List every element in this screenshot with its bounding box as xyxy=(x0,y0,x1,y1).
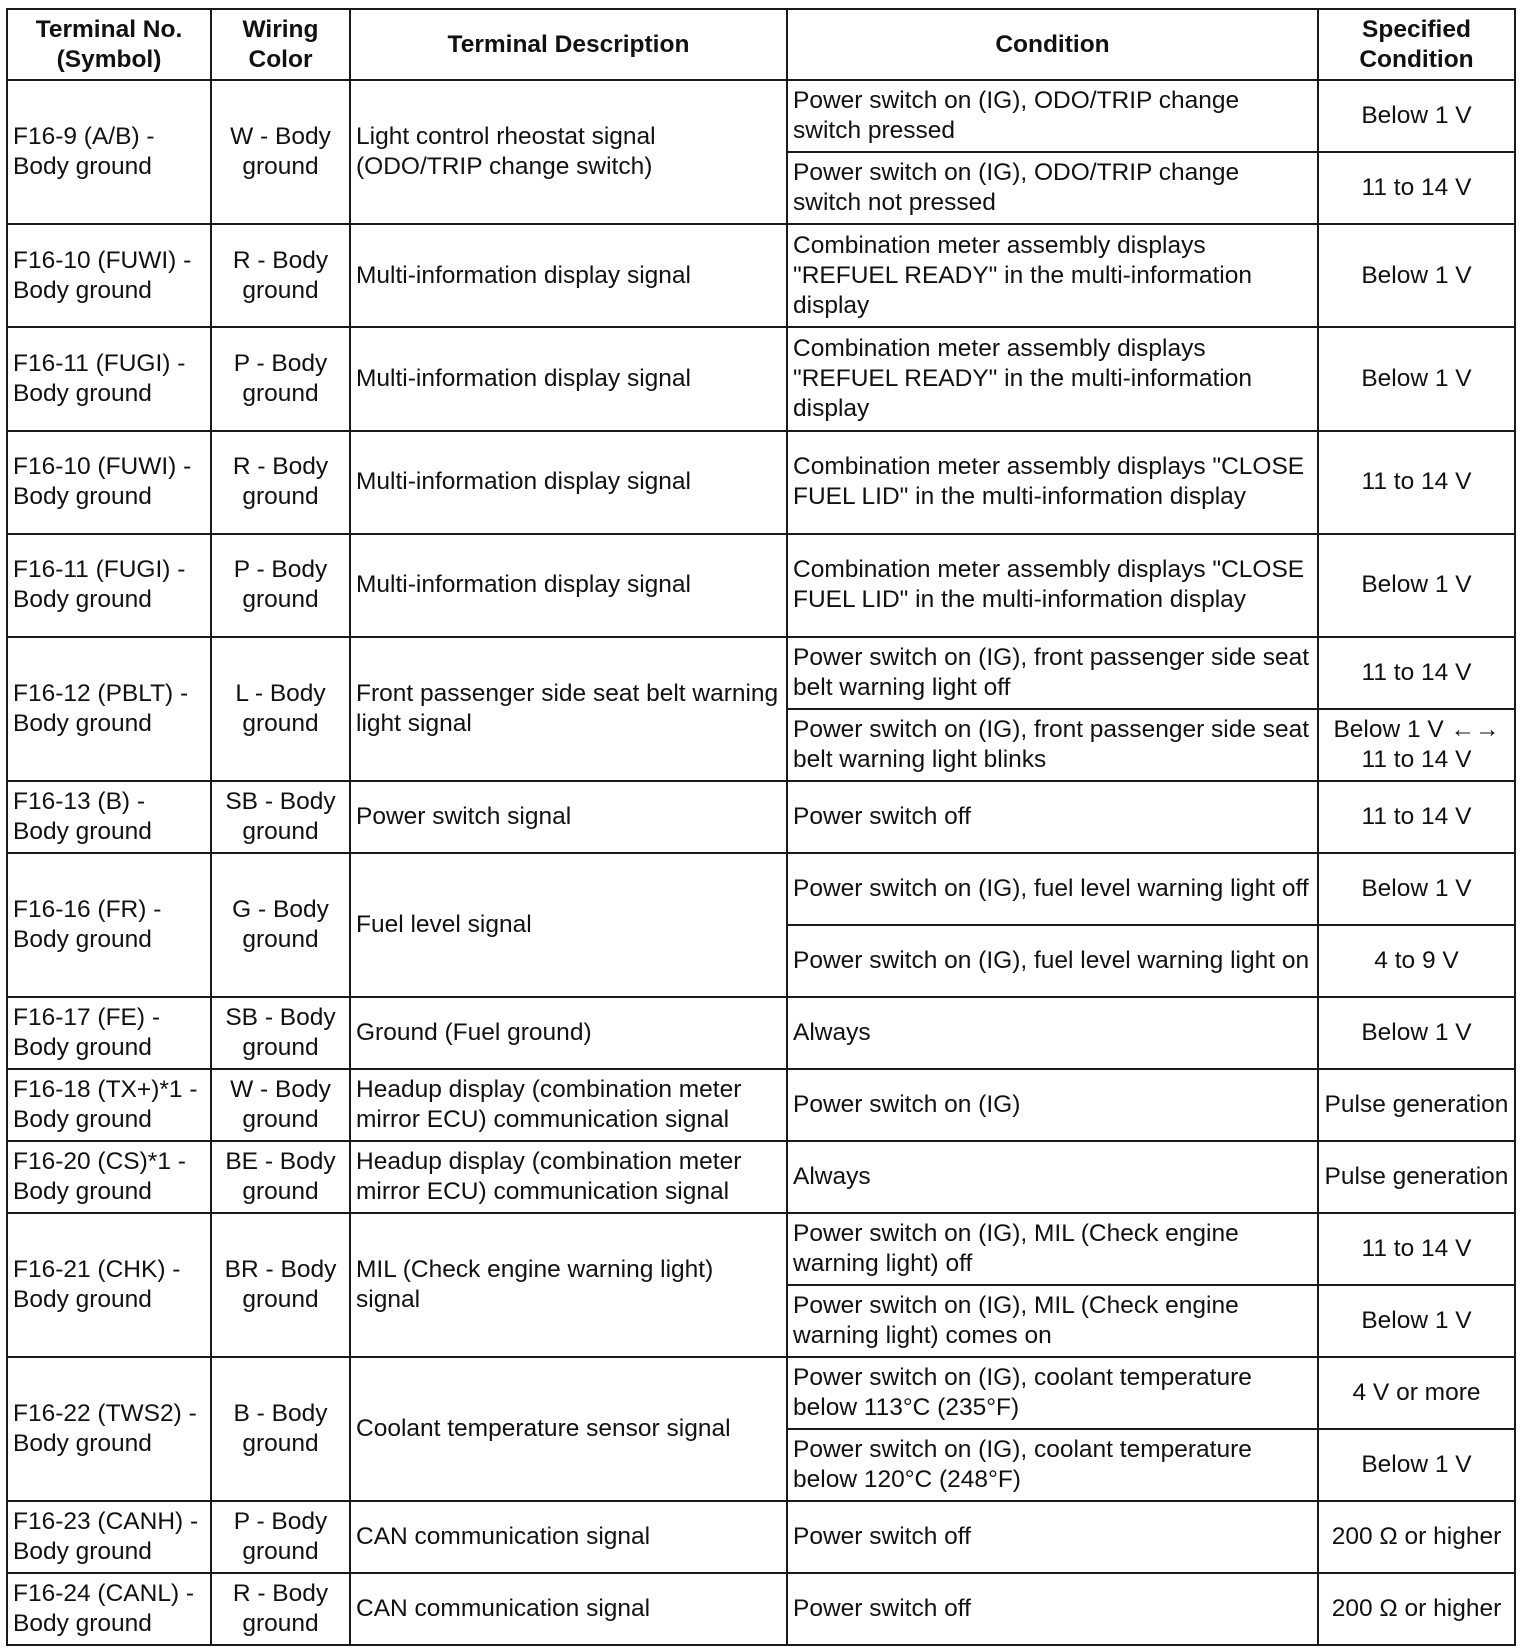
description-cell: Multi-information display signal xyxy=(350,534,787,637)
wiring-color-cell: BR - Body ground xyxy=(211,1213,350,1357)
specified-condition-cell: Pulse generation xyxy=(1318,1069,1515,1141)
condition-cell: Combination meter assembly displays "REFUEL READY" in the multi-information display xyxy=(787,224,1318,327)
specified-condition-cell: Below 1 V ←→ 11 to 14 V xyxy=(1318,709,1515,781)
table-row xyxy=(7,997,1515,1069)
specified-condition-cell: Below 1 V xyxy=(1318,224,1515,327)
description-header: Terminal Description xyxy=(350,9,787,80)
terminal-cell: F16-21 (CHK) - Body ground xyxy=(7,1213,211,1357)
table-row xyxy=(7,534,1515,637)
wiring-color-cell: L - Body ground xyxy=(211,637,350,781)
description-cell: CAN communication signal xyxy=(350,1501,787,1573)
condition-cell: Always xyxy=(787,1141,1318,1213)
condition-cell: Power switch on (IG), ODO/TRIP change switch pressed xyxy=(787,80,1318,152)
description-cell: Multi-information display signal xyxy=(350,327,787,430)
description-cell: MIL (Check engine warning light) signal xyxy=(350,1213,787,1357)
wiring-color-cell: SB - Body ground xyxy=(211,997,350,1069)
specified-condition-cell: 200 Ω or higher xyxy=(1318,1501,1515,1573)
description-cell: CAN communication signal xyxy=(350,1573,787,1645)
description-cell: Power switch signal xyxy=(350,781,787,853)
specified-condition-cell: Below 1 V xyxy=(1318,327,1515,430)
specified-condition-cell: Below 1 V xyxy=(1318,1285,1515,1357)
terminal-spec-table xyxy=(6,8,1516,1646)
condition-cell: Power switch on (IG), MIL (Check engine warning light) off xyxy=(787,1213,1318,1285)
terminal-cell: F16-23 (CANH) - Body ground xyxy=(7,1501,211,1573)
description-cell: Coolant temperature sensor signal xyxy=(350,1357,787,1501)
wiring-color-cell: P - Body ground xyxy=(211,327,350,430)
table-row xyxy=(7,431,1515,534)
wiring-color-cell: R - Body ground xyxy=(211,431,350,534)
condition-cell: Power switch on (IG), front passenger side seat belt warning light off xyxy=(787,637,1318,709)
description-cell: Headup display (combination meter mirror ECU) communication signal xyxy=(350,1141,787,1213)
description-cell: Fuel level signal xyxy=(350,853,787,997)
table-row xyxy=(7,1357,1515,1429)
condition-cell: Power switch off xyxy=(787,1501,1318,1573)
wiring-color-header: Wiring Color xyxy=(211,9,350,80)
condition-cell: Power switch off xyxy=(787,1573,1318,1645)
wiring-color-cell: R - Body ground xyxy=(211,1573,350,1645)
table-header-row xyxy=(7,9,1515,80)
terminal-cell: F16-10 (FUWI) - Body ground xyxy=(7,431,211,534)
table-row xyxy=(7,1069,1515,1141)
description-cell: Ground (Fuel ground) xyxy=(350,997,787,1069)
description-cell: Multi-information display signal xyxy=(350,431,787,534)
wiring-color-cell: SB - Body ground xyxy=(211,781,350,853)
wiring-color-cell: BE - Body ground xyxy=(211,1141,350,1213)
wiring-color-cell: P - Body ground xyxy=(211,534,350,637)
specified-condition-header: Specified Condition xyxy=(1318,9,1515,80)
wiring-color-cell: W - Body ground xyxy=(211,1069,350,1141)
description-cell: Multi-information display signal xyxy=(350,224,787,327)
condition-cell: Combination meter assembly displays "CLOSE FUEL LID" in the multi-information display xyxy=(787,534,1318,637)
condition-cell: Power switch on (IG), fuel level warning light on xyxy=(787,925,1318,997)
specified-condition-cell: Below 1 V xyxy=(1318,997,1515,1069)
condition-header: Condition xyxy=(787,9,1318,80)
terminal-cell: F16-11 (FUGI) - Body ground xyxy=(7,327,211,430)
terminal-header: Terminal No. (Symbol) xyxy=(7,9,211,80)
condition-cell: Power switch on (IG), MIL (Check engine warning light) comes on xyxy=(787,1285,1318,1357)
table-row xyxy=(7,1501,1515,1573)
condition-cell: Power switch on (IG), coolant temperature below 120°C (248°F) xyxy=(787,1429,1318,1501)
specified-condition-cell: Below 1 V xyxy=(1318,80,1515,152)
terminal-cell: F16-22 (TWS2) - Body ground xyxy=(7,1357,211,1501)
specified-condition-cell: 200 Ω or higher xyxy=(1318,1573,1515,1645)
condition-cell: Combination meter assembly displays "CLOSE FUEL LID" in the multi-information display xyxy=(787,431,1318,534)
condition-cell: Combination meter assembly displays "REFUEL READY" in the multi-information display xyxy=(787,327,1318,430)
specified-condition-cell: 11 to 14 V xyxy=(1318,431,1515,534)
table-row xyxy=(7,224,1515,327)
table-row xyxy=(7,80,1515,152)
terminal-cell: F16-11 (FUGI) - Body ground xyxy=(7,534,211,637)
terminal-cell: F16-16 (FR) - Body ground xyxy=(7,853,211,997)
condition-cell: Power switch on (IG), fuel level warning light off xyxy=(787,853,1318,925)
terminal-cell: F16-20 (CS)*1 - Body ground xyxy=(7,1141,211,1213)
terminal-cell: F16-13 (B) - Body ground xyxy=(7,781,211,853)
specified-condition-cell: 11 to 14 V xyxy=(1318,152,1515,224)
table-row xyxy=(7,1141,1515,1213)
table-row xyxy=(7,1573,1515,1645)
wiring-color-cell: W - Body ground xyxy=(211,80,350,224)
condition-cell: Power switch on (IG), coolant temperature below 113°C (235°F) xyxy=(787,1357,1318,1429)
terminal-cell: F16-17 (FE) - Body ground xyxy=(7,997,211,1069)
wiring-color-cell: B - Body ground xyxy=(211,1357,350,1501)
table-row xyxy=(7,327,1515,430)
condition-cell: Power switch on (IG), front passenger side seat belt warning light blinks xyxy=(787,709,1318,781)
specified-condition-cell: 11 to 14 V xyxy=(1318,781,1515,853)
table-row xyxy=(7,853,1515,925)
specified-condition-cell: 11 to 14 V xyxy=(1318,637,1515,709)
table-row xyxy=(7,637,1515,709)
terminal-cell: F16-10 (FUWI) - Body ground xyxy=(7,224,211,327)
condition-cell: Always xyxy=(787,997,1318,1069)
specified-condition-cell: 11 to 14 V xyxy=(1318,1213,1515,1285)
terminal-cell: F16-18 (TX+)*1 - Body ground xyxy=(7,1069,211,1141)
wiring-color-cell: P - Body ground xyxy=(211,1501,350,1573)
specified-condition-cell: 4 to 9 V xyxy=(1318,925,1515,997)
description-cell: Headup display (combination meter mirror ECU) communication signal xyxy=(350,1069,787,1141)
wiring-color-cell: G - Body ground xyxy=(211,853,350,997)
condition-cell: Power switch on (IG), ODO/TRIP change switch not pressed xyxy=(787,152,1318,224)
table-row xyxy=(7,1213,1515,1285)
specified-condition-cell: Below 1 V xyxy=(1318,534,1515,637)
terminal-cell: F16-24 (CANL) - Body ground xyxy=(7,1573,211,1645)
specified-condition-cell: Pulse generation xyxy=(1318,1141,1515,1213)
specified-condition-cell: Below 1 V xyxy=(1318,853,1515,925)
terminal-cell: F16-9 (A/B) - Body ground xyxy=(7,80,211,224)
wiring-color-cell: R - Body ground xyxy=(211,224,350,327)
table-body xyxy=(7,80,1515,1645)
condition-cell: Power switch on (IG) xyxy=(787,1069,1318,1141)
description-cell: Front passenger side seat belt warning light signal xyxy=(350,637,787,781)
table-row xyxy=(7,781,1515,853)
description-cell: Light control rheostat signal (ODO/TRIP change switch) xyxy=(350,80,787,224)
specified-condition-cell: 4 V or more xyxy=(1318,1357,1515,1429)
specified-condition-cell: Below 1 V xyxy=(1318,1429,1515,1501)
condition-cell: Power switch off xyxy=(787,781,1318,853)
terminal-cell: F16-12 (PBLT) - Body ground xyxy=(7,637,211,781)
